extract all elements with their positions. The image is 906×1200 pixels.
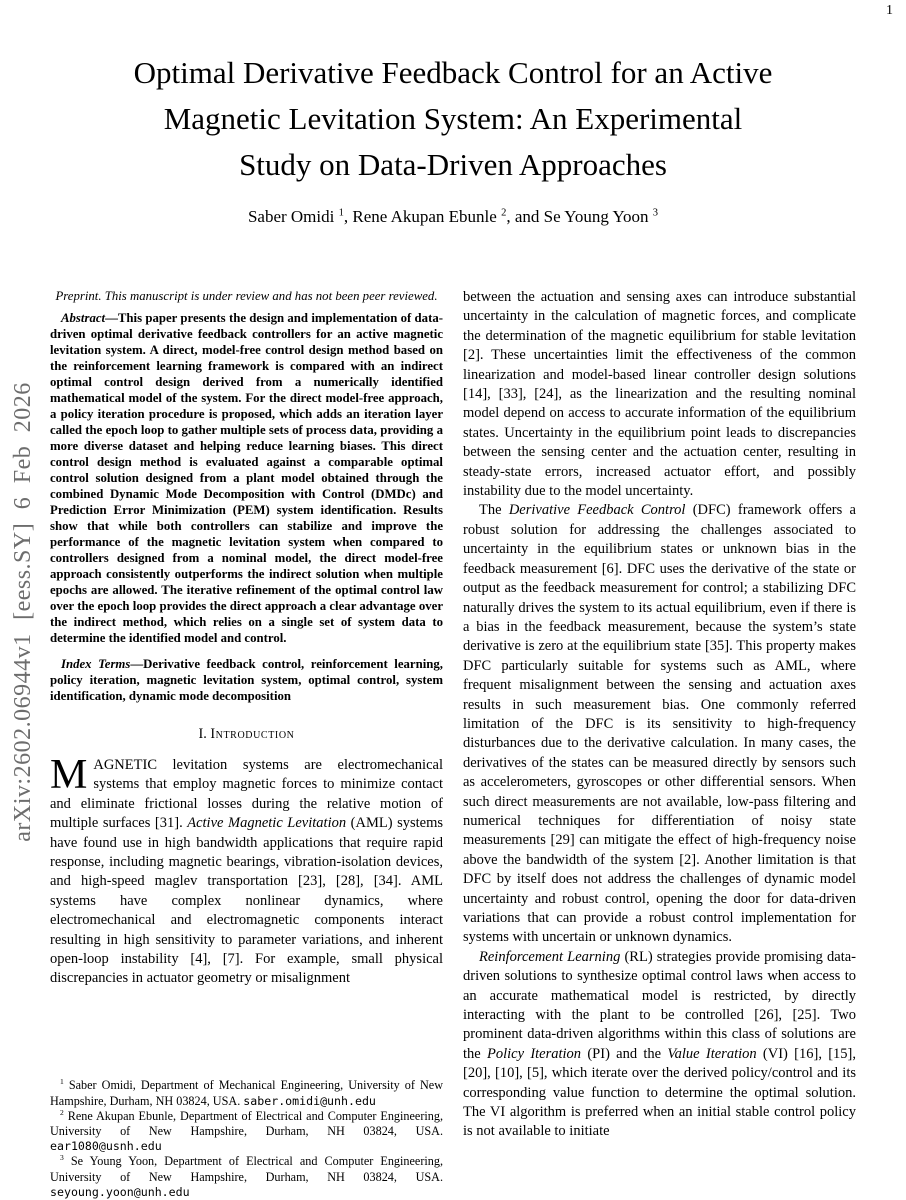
left-column [50,288,443,1200]
title-line-2: Magnetic Levitation System: An Experimental [163,101,743,136]
section-title: Introduction [210,726,295,742]
footnote-2: $^2$ Rene Akupan Ebunle, Department of Electrical and Computer Engineering, University of New Hampshire, Durham, NH 03824, USA. ear1080@usnh.edu [50,1107,443,1154]
title-line-3: Study on Data-Driven Approaches [239,147,667,182]
author-footnotes [50,1078,443,1200]
authors-line: Saber Omidi $^1$, Rene Akupan Ebunle $^2$, and Se Young Yoon $^3$ [247,207,659,226]
intro-paragraph [50,752,443,989]
page-number: 1 [886,3,893,18]
footnote-1: $^1$ Saber Omidi, Department of Mechanical Engineering, University of New Hampshire, Durham, NH 03824, USA. saber.omidi@unh.edu [50,1077,443,1108]
right-column [463,288,856,1200]
two-column-body [0,288,906,1200]
preprint-notice: Preprint. This manuscript is under review and has not been peer reviewed. [55,289,438,303]
index-terms-paragraph: Index Terms—Derivative feedback control, reinforcement learning, policy iteration, magnetic levitation system, optimal control, system identification, dynamic mode decomposition [50,657,443,703]
title-line-1: Optimal Derivative Feedback Control for an Active [133,55,773,90]
intro-text: AGNETIC levitation systems are electromechanical systems that employ magnetic forces to minimize contact and eliminate frictional losses during the relative motion of multiple surfaces [31]. Active Magnetic Levitation (AML) systems have found use in high bandwidth applications that require rapid response, including magnetic bearings, vibration-isolation devices, and high-speed maglev transportation [23], [28], [34]. AML systems have complex nonlinear dynamics, where electromechanical and electromagnetic components interact resulting in high sensitivity to parameter variations, and inherent open-loop instability [4], [7]. For example, small physical discrepancies in actuator geometry or misalignment [50,757,443,987]
paper-title [38,50,868,188]
footnote-3: $^3$ Se Young Yoon, Department of Electrical and Computer Engineering, University of New Hampshire, Durham, NH 03824, USA. seyoung.yoon@unh.edu [50,1153,443,1199]
intro-dropcap: M [50,752,88,798]
paragraph-uncertainty: between the actuation and sensing axes can introduce substantial uncertainty in the calculation of magnetic forces, and complicate the determination of the magnetic equilibrium for stable levitation [2]. These uncertainties limit the effectiveness of the common linearization and model-based linear controller design solutions [14], [33], [24], as the linearization and the resulting nominal model depend on access to accurate information of the equilibrium states. Uncertainty in the equilibrium point leads to discrepancies between the sensing center and the actuation center, resulting in steady-state errors, increased actuator effort, and possibly instability due to the model uncertainty. [463,289,856,500]
arxiv-watermark: arXiv:2602.06944v1 [eess.SY] 6 Feb 2026 [10,382,36,842]
paragraph-rl: Reinforcement Learning (RL) strategies provide promising data-driven solutions to synthesize optimal control laws when access to an accurate mathematical model is restricted, by directly interacting with the plant to be controlled [26], [25]. Two prominent data-driven algorithms within this class of solutions are the Policy Iteration (PI) and the Value Iteration (VI) [16], [15], [20], [10], [5], which iterate over the derived policy/control and its corresponding value function to determine the optimal solution. The VI algorithm is preferred when an initial stable control policy is not available to initiate [463,948,857,1140]
section-number: I. [198,726,207,742]
section-heading-introduction [50,726,443,743]
paragraph-dfc: The Derivative Feedback Control (DFC) framework offers a robust solution for addressing the challenges associated to uncertainty in the equilibrium states or unknown bias in the feedback measurement [6]. DFC uses the derivative of the state or output as the feedback measurement for control; a stabilizing DFC naturally drives the system to its actual equilibrium, even if there is a bias in the feedback measurement, because the system’s state derivative is zero at the equilibrium state [35]. This property makes DFC particularly suitable for systems such as AML, where frequent misalignment between the sensing and actuation axes results in such measurement bias. One commonly referred limitation of the DFC is its sensitivity to high-frequency disturbances due to the derivative calculation. In many cases, the derivatives of the states can be measured directly by sensors such as accelerometers, gyroscopes or other differential sensors. When such direct measurements are not available, low-pass filtering and numerical techniques for differentiation of noisy state measurements [29] can mitigate the effect of high-frequency noise above the bandwidth of the system [2]. Another limitation is that DFC by itself does not address the challenges of dynamic model uncertainty and robust control, opening the door for data-driven variations that can provide a robust control implementation for systems with uncertain or unknown dynamics. [463,502,856,946]
abstract-paragraph: Abstract—This paper presents the design and implementation of data-driven optimal derivative feedback controllers for an active magnetic levitation system. A direct, model-free control design method based on the reinforcement learning framework is compared with an indirect optimal control design derived from a numerically identified mathematical model of the system. For the direct model-free approach, a policy iteration procedure is proposed, which adds an iteration layer called the epoch loop to gather multiple sets of process data, providing a more diverse dataset and helping reduce learning biases. This direct control design method is evaluated against a comparable optimal control solution designed from a plant model obtained through the combined Dynamic Mode Decomposition with Control (DMDc) and Prediction Error Minimization (PEM) system identification. Results show that while both controllers can stabilize and improve the performance of the magnetic levitation system when compared to controllers designed from a nominal model, the direct model-free approach consistently outperforms the indirect solution when multiple epochs are allowed. The iterative refinement of the optimal control law over the epoch loop provides the direct approach a clear advantage over the indirect method, which relies on a single set of system data to determine the identified model and control. [50,311,443,645]
